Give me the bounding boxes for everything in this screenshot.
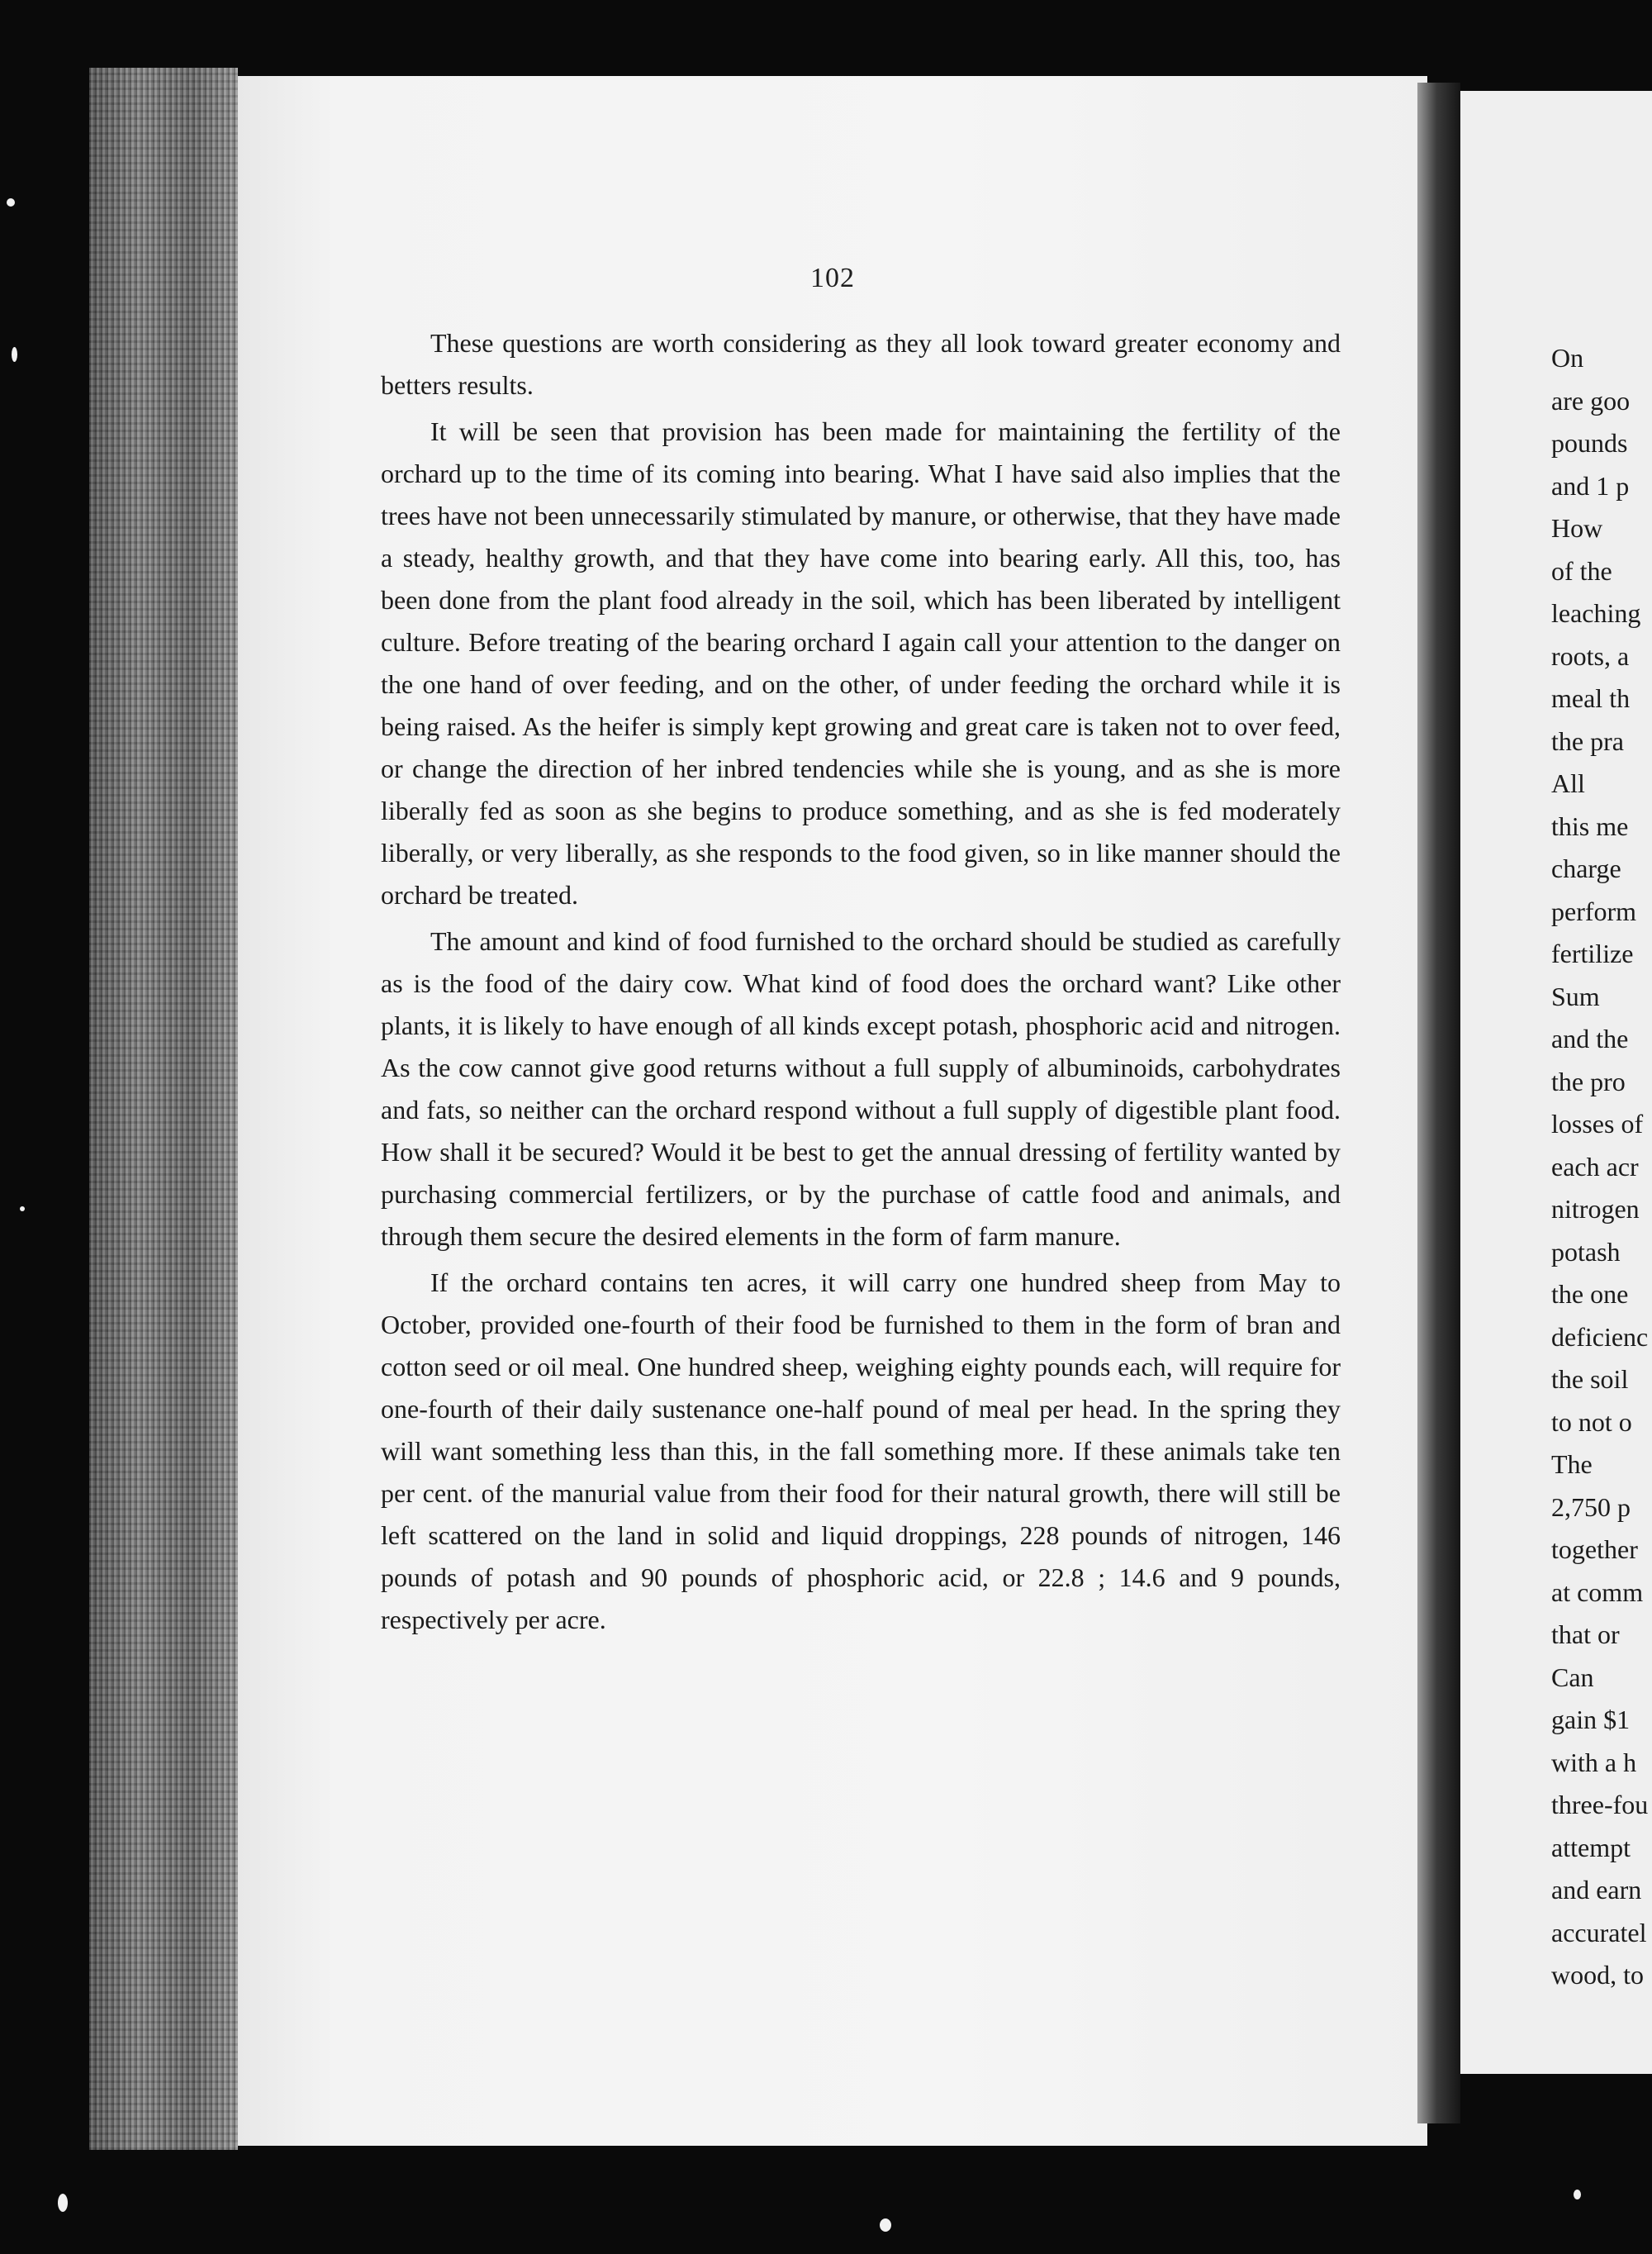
right-page-line: gain $1 [1551, 1705, 1631, 1734]
right-page-line: and the [1551, 1024, 1629, 1053]
paragraph: These questions are worth considering as they all look toward greater economy and betters results. [381, 328, 1341, 400]
right-page-line: fertilize [1551, 939, 1634, 968]
paragraph: If the orchard contains ten acres, it will carry one hundred sheep from May to October, provided one-fourth of their food be furnished to them in the form of bran and cotton seed or oil meal. One hundred sheep, weighing eighty pounds each, will require for one-fourth of their daily sustenance one-half pound of meal per head. In the spring they will want something less than this, in the fall something more. If these animals take ten per cent. of the manurial value from their food for their natural growth, there will still be left scattered on the land in solid and liquid droppings, 228 pounds of nitrogen, 146 pounds of potash and 90 pounds of phosphoric acid, or 22.8 ; 14.6 and 9 pounds, respectively per acre. [381, 1267, 1341, 1634]
dust-speck [880, 2218, 891, 2232]
right-page-line: accuratel [1551, 1917, 1647, 1947]
right-page-line: are goo [1551, 385, 1631, 416]
dust-speck [20, 1206, 25, 1211]
book-gutter [1417, 83, 1460, 2123]
page-body-text [381, 322, 1341, 1645]
right-page-line: and earn [1551, 1875, 1642, 1904]
right-page-line: pounds [1551, 428, 1628, 458]
right-page-line: potash [1551, 1236, 1621, 1267]
right-page-line: The [1551, 1449, 1593, 1479]
right-page-line: the one [1551, 1279, 1629, 1309]
right-page-line: losses of [1551, 1109, 1644, 1139]
right-page-line: wood, to [1551, 1960, 1644, 1990]
right-page-line: this me [1551, 811, 1629, 841]
right-page-fragment [1460, 91, 1652, 2074]
page-number: 102 [810, 263, 855, 293]
right-page-line: How [1551, 513, 1603, 543]
right-page-line: and 1 p [1551, 470, 1630, 501]
right-page-line: three-fou [1551, 1790, 1649, 1819]
dust-speck [1574, 2190, 1581, 2199]
right-page-line: together [1551, 1534, 1638, 1564]
right-page-line: charge [1551, 854, 1621, 883]
right-page-line: each acr [1551, 1151, 1639, 1182]
page-edge-stack [89, 68, 238, 2150]
dust-speck [12, 347, 17, 362]
left-page [238, 76, 1427, 2146]
paragraph: It will be seen that provision has been made for maintaining the fertility of the orchard up to the time of its coming into bearing. What I have said also implies that the trees have not been unnecessarily stimulated by manure, or otherwise, that they have made a steady, healthy growth, and that they have come into bearing early. All this, too, has been done from the plant food already in the soil, which has been liberated by intelligent culture. Before treating of the bearing orchard I again call your attention to the danger on the one hand of over feeding, and on the other, of under feeding the orchard while it is being raised. As the heifer is simply kept growing and great care is taken not to over feed, or change the direction of her inbred tendencies while she is young, and as she is more liberally fed as soon as she begins to produce something, and as she is fed moderately liberally, or very liberally, as she responds to the food given, so in like manner should the orchard be treated. [381, 416, 1341, 910]
right-page-line: attempt [1551, 1832, 1631, 1862]
right-page-line: Sum [1551, 981, 1600, 1011]
right-page-line: nitrogen [1551, 1194, 1640, 1224]
right-page-line: leaching [1551, 598, 1641, 628]
right-page-line: meal th [1551, 683, 1631, 713]
right-page-line: perform [1551, 896, 1637, 926]
right-page-line: of the [1551, 555, 1612, 586]
right-page-line: that or [1551, 1619, 1620, 1649]
right-page-line: 2,750 p [1551, 1491, 1631, 1522]
right-page-line: with a h [1551, 1747, 1637, 1777]
dust-speck [7, 198, 15, 207]
right-page-line: the pro [1551, 1066, 1626, 1096]
dust-speck [58, 2194, 68, 2212]
paragraph: The amount and kind of food furnished to the orchard should be studied as carefully as is the food of the dairy cow. What kind of food does the orchard want? Like other plants, it is likely to have enough of all kinds except potash, phosphoric acid and nitrogen. As the cow cannot give good returns without a full supply of albuminoids, carbohydrates and fats, so neither can the orchard respond without a full supply of digestible plant food. How shall it be secured? Would it be best to get the annual dressing of fertility wanted by purchasing commercial fertilizers, or by the purchase of cattle food and animals, and through them secure the desired elements in the form of farm manure. [381, 926, 1341, 1251]
right-page-text [1551, 337, 1652, 1997]
right-page-line: All [1551, 768, 1585, 798]
right-page-line: at comm [1551, 1576, 1644, 1607]
right-page-line: to not o [1551, 1406, 1632, 1437]
right-page-line: roots, a [1551, 640, 1630, 671]
right-page-line: On [1551, 343, 1584, 373]
right-page-line: deficienc [1551, 1321, 1649, 1352]
right-page-line: the pra [1551, 725, 1624, 756]
right-page-line: the soil [1551, 1364, 1629, 1394]
right-page-line: Can [1551, 1662, 1594, 1692]
